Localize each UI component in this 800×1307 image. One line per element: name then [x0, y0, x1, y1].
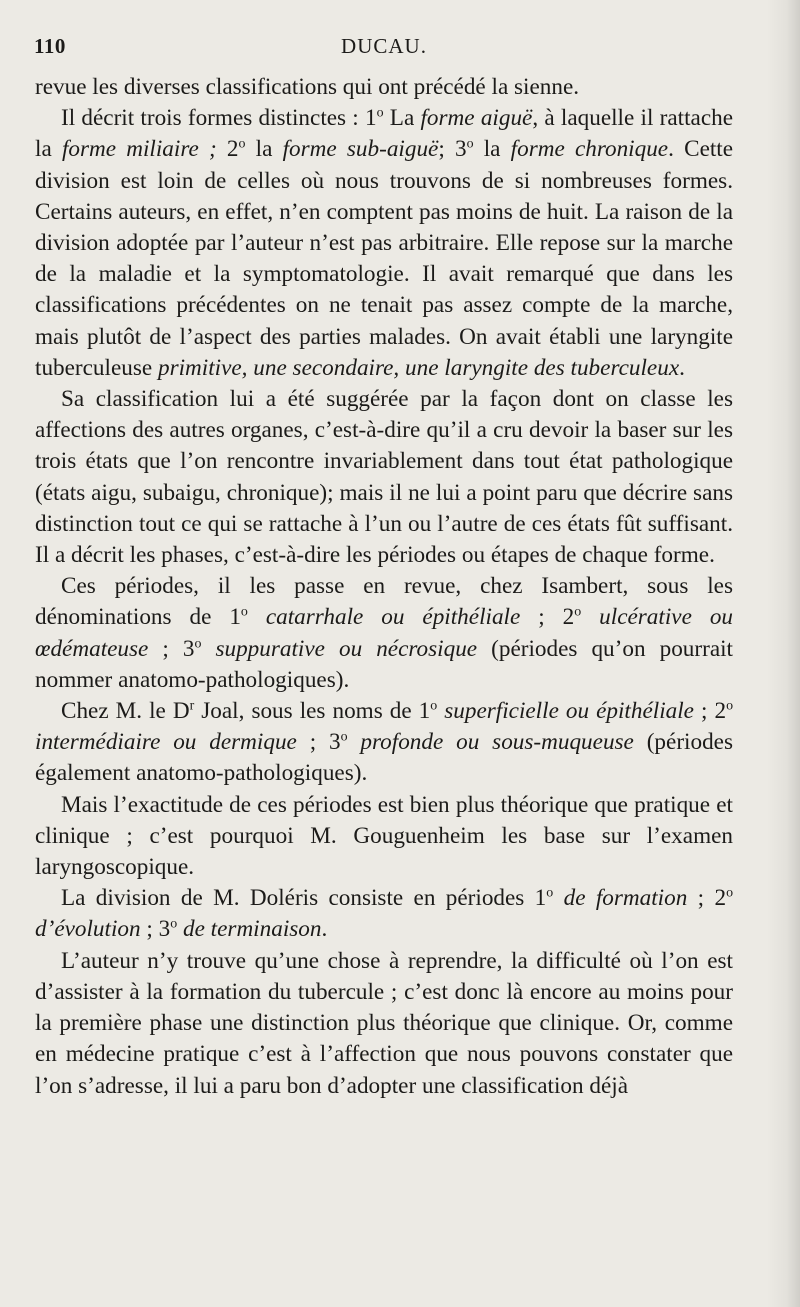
text-run: Mais l’exactitude de ces périodes est bien plus théorique que pratique et clinique ; c’est pourquoi M. Gouguenheim les base sur l’examen laryngoscopique. [35, 791, 733, 881]
italic-run: intermédiaire ou dermique [35, 729, 297, 756]
superscript: o [170, 916, 178, 932]
paragraph [35, 103, 733, 384]
superscript: r [189, 698, 195, 714]
text-run [201, 636, 215, 662]
superscript: o [238, 136, 246, 152]
text-run: ; 2 [520, 604, 575, 631]
text-run [248, 604, 266, 630]
italic-run: suppurative ou nécrosique [215, 635, 478, 662]
italic-run: forme miliaire ; [61, 136, 217, 163]
italic-run: forme sub-aiguë [282, 136, 439, 163]
text-run: 2 [216, 136, 239, 163]
text-run: Sa classification lui a été suggérée par la façon dont on classe les affections des autres organes, c’est-à-dire qu’il a cru devoir la baser sur les trois états que l’on rencontre invariablement dans tout état pathologique (états aigu, subaigu, chronique); mais il ne lui a point paru que décrire sans distinction tout ce qui se rattache à l’un ou l’autre de ces états fût suffisant. Il a décrit les phases, c’est-à-dire les périodes ou étapes de chaque forme. [35, 386, 733, 569]
italic-run: primitive, une secondaire, une laryngite des tuberculeux [157, 354, 680, 381]
page-header [34, 34, 734, 64]
text-run: ; 2 [693, 698, 727, 725]
text-run: . Cette division est loin de celles où nous trouvons de si nombreuses formes. Certains auteurs, en effet, n’en comptent pas moins de huit. La raison de la division adoptée par l’auteur n’est pas arbitraire. Elle repose sur la marche de la maladie et la symptomatologie. Il avait remarqué que dans les classifications précédentes on ne tenait pas assez compte de la marche, mais plutôt de l’aspect des parties malades. On avait établi une laryngite tuberculeuse [35, 136, 734, 381]
text-run [581, 604, 599, 630]
page-edge-shadow [766, 0, 800, 1307]
text-run [553, 885, 563, 911]
text-run: ; 2 [687, 885, 727, 912]
superscript: o [240, 604, 248, 620]
italic-run: ulcérative ou œdémateuse [35, 604, 734, 662]
text-run: Chez M. le D [61, 698, 190, 725]
text-run: ; 3 [296, 729, 341, 756]
paragraph [35, 696, 733, 790]
text-run: La [383, 105, 421, 132]
italic-run: d’évolution [35, 916, 141, 943]
superscript: o [726, 698, 734, 714]
running-head: DUCAU. [341, 34, 427, 58]
superscript: o [340, 729, 348, 745]
text-run: La division de M. Doléris consiste en périodes 1 [61, 885, 547, 912]
italic-run: de formation [563, 885, 688, 912]
text-run: ; 3 [140, 916, 171, 943]
superscript: o [466, 136, 474, 152]
superscript: o [546, 885, 554, 901]
italic-run: catarrhale ou épithéliale [265, 604, 521, 631]
paragraph [35, 72, 733, 103]
paragraph [35, 946, 733, 1102]
superscript: o [574, 604, 582, 620]
paragraph [35, 790, 733, 884]
paragraph [35, 384, 733, 571]
superscript: o [726, 885, 734, 901]
text-run: la [245, 136, 283, 163]
text-run: revue les diverses classifications qui ont précédé la sienne. [35, 74, 580, 100]
italic-run: superficielle ou épithéliale [444, 698, 694, 725]
paragraph [35, 883, 733, 945]
superscript: o [376, 105, 384, 121]
italic-run: profonde ou sous-muqueuse [360, 729, 634, 756]
superscript: o [430, 698, 438, 714]
italic-run: de terminaison [183, 916, 322, 943]
text-run: Il décrit trois formes distinctes : 1 [61, 105, 377, 132]
text-run: Ces périodes, il les passe en revue, chez Isambert, sous les dénominations de 1 [35, 573, 733, 631]
body-text [35, 72, 733, 1102]
text-run: ; 3 [438, 136, 467, 163]
text-run: (périodes qu’on pourrait nommer anatomo-pathologiques). [35, 635, 733, 693]
text-run: , à laquelle il rattache la [35, 105, 734, 163]
text-run: (périodes également anatomo-pathologiques). [35, 729, 733, 787]
text-run: la [473, 136, 511, 163]
text-run: . [321, 916, 328, 943]
page-number: 110 [34, 34, 66, 58]
text-run: L’auteur n’y trouve qu’une chose à reprendre, la difficulté où l’on est d’assister à la formation du tubercule ; c’est donc là encore au moins pour la première phase une distinction plus théorique que clinique. Or, comme en médecine pratique c’est à l’affection que nous pouvons constater que l’on s’adresse, il lui a paru bon d’adopter une classification déjà [35, 947, 733, 1099]
italic-run: forme chronique [510, 136, 669, 163]
paragraph [35, 571, 733, 696]
superscript: o [194, 635, 202, 651]
text-run: Joal, sous les noms de 1 [194, 698, 431, 725]
italic-run: forme aiguë [420, 105, 533, 132]
text-run: ; 3 [148, 635, 195, 662]
text-run [348, 729, 361, 755]
text-run: . [679, 354, 685, 381]
